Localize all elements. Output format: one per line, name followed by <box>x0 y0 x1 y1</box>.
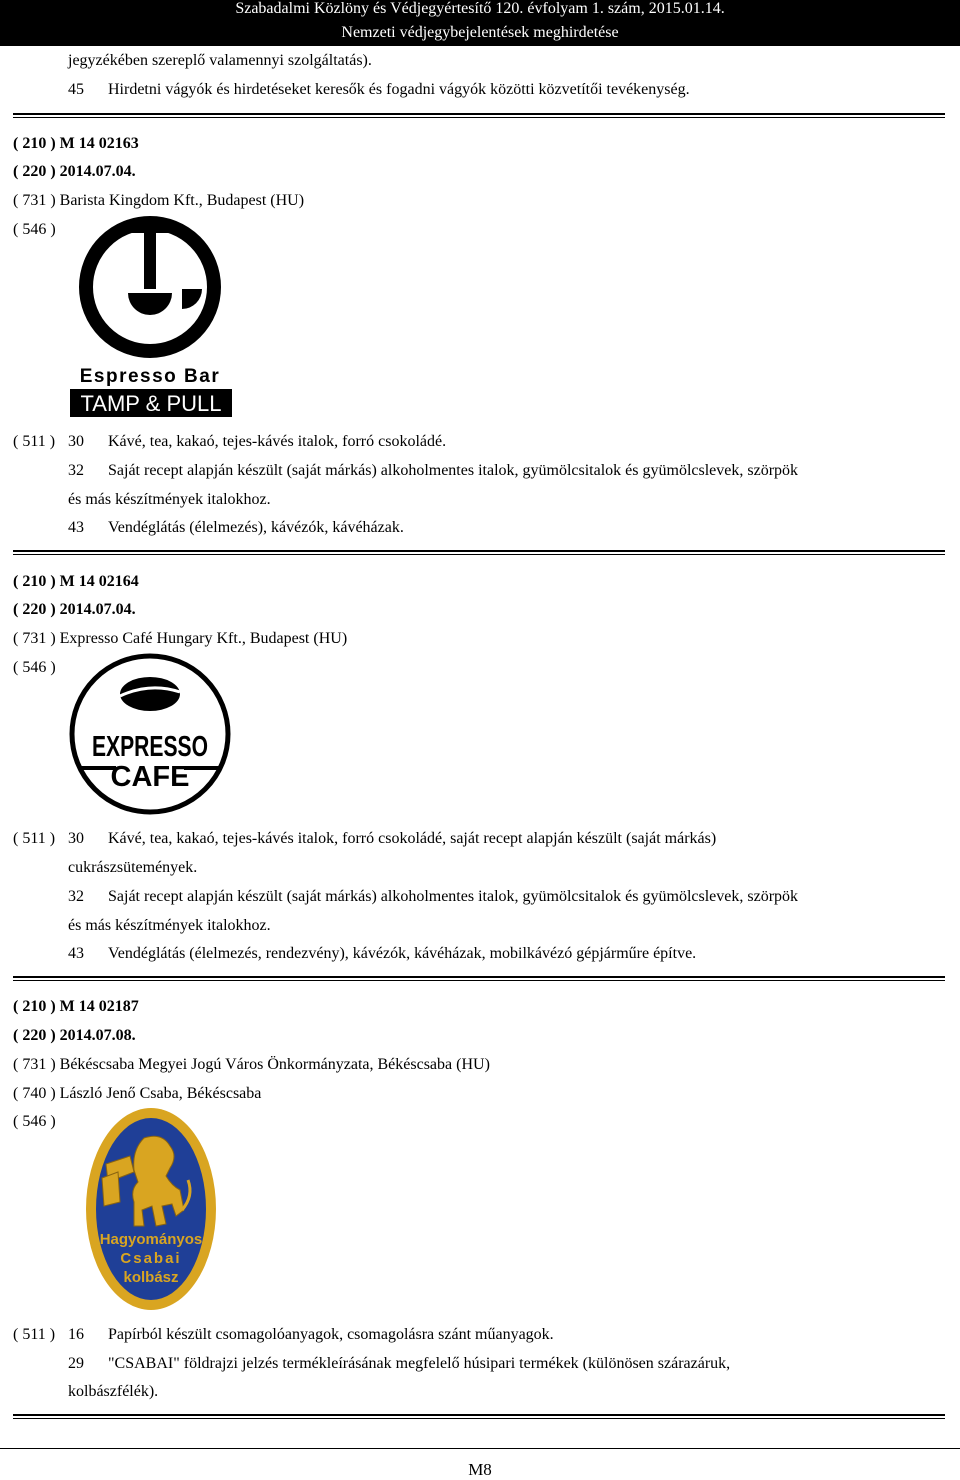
class-text: Kávé, tea, kakaó, tejes-kávés italok, forró csokoládé. <box>108 433 447 450</box>
coffee-bean-icon <box>120 677 180 711</box>
class-number: 32 <box>68 462 84 479</box>
trademark-logo-csabai-kolbasz <box>84 1106 218 1312</box>
class-number: 45 <box>68 81 84 98</box>
page-number: M8 <box>468 1460 492 1479</box>
section-divider <box>13 113 945 115</box>
field-511: ( 511 ) <box>13 830 56 847</box>
class-text: Papírból készült csomagolóanyagok, csomagolásra szánt műanyagok. <box>108 1326 554 1343</box>
field-546: ( 546 ) <box>13 221 56 238</box>
espresso-bar-p-logo <box>70 215 232 417</box>
field-546: ( 546 ) <box>13 659 56 676</box>
field-511: ( 511 ) <box>13 433 56 450</box>
class-text: Hirdetni vágyók és hirdetéseket keresők és fogadni vágyók közötti közvetítői tevékenység. <box>108 81 690 98</box>
section-divider <box>13 1414 945 1416</box>
field-731: ( 731 ) Expresso Café Hungary Kft., Budapest (HU) <box>13 630 348 647</box>
section-divider <box>13 976 945 978</box>
trademark-logo-tamp-pull <box>70 215 232 417</box>
class-text-cont: és más készítmények italokhoz. <box>68 917 271 934</box>
class-text-cont: kolbászfélék). <box>68 1383 159 1400</box>
logo-text-line2: CAFE <box>110 761 190 793</box>
field-220: ( 220 ) 2014.07.08. <box>13 1027 136 1044</box>
logo-text-line1: EXPRESSO <box>92 731 208 763</box>
logo-text-line2: Csabai <box>120 1250 182 1267</box>
class-number: 43 <box>68 945 84 962</box>
class-text-cont: cukrászsütemények. <box>68 859 198 876</box>
field-220: ( 220 ) 2014.07.04. <box>13 601 136 618</box>
field-210: ( 210 ) M 14 02163 <box>13 135 139 152</box>
field-731: ( 731 ) Békéscsaba Megyei Jogú Város Önkormányzata, Békéscsaba (HU) <box>13 1056 490 1073</box>
class-text: Vendéglátás (élelmezés), kávézók, kávéházak. <box>108 519 404 536</box>
class-text: Saját recept alapján készült (saját márkás) alkoholmentes italok, gyümölcsitalok és gyümölcslevek, szörpök <box>108 462 799 479</box>
field-731: ( 731 ) Barista Kingdom Kft., Budapest (HU) <box>13 192 305 209</box>
class-text: Kávé, tea, kakaó, tejes-kávés italok, forró csokoládé, saját recept alapján készült (saját márkás) <box>108 830 717 847</box>
intro-line: jegyzékében szereplő valamennyi szolgáltatás). <box>68 52 372 69</box>
field-546: ( 546 ) <box>13 1113 56 1130</box>
section-divider <box>13 550 945 552</box>
logo-text-line3: kolbász <box>123 1269 179 1286</box>
field-511: ( 511 ) <box>13 1326 56 1343</box>
class-number: 43 <box>68 519 84 536</box>
class-number: 16 <box>68 1326 84 1343</box>
logo-text-line1: Hagyományos <box>99 1231 203 1248</box>
header-subtitle: Nemzeti védjegybejelentések meghirdetése <box>341 24 619 41</box>
class-text: "CSABAI" földrajzi jelzés termékleírásának megfelelő húsipari termékek (különösen szárazáruk, <box>108 1355 731 1372</box>
logo-text-line1: Espresso Bar <box>79 366 221 387</box>
class-number: 30 <box>68 830 84 847</box>
class-number: 32 <box>68 888 84 905</box>
class-number: 30 <box>68 433 84 450</box>
class-text: Vendéglátás (élelmezés, rendezvény), kávézók, kávéházak, mobilkávézó gépjárműre építve. <box>108 945 697 962</box>
logo-text-line2: TAMP & PULL <box>80 391 222 416</box>
class-text-cont: és más készítmények italokhoz. <box>68 491 271 508</box>
field-210: ( 210 ) M 14 02164 <box>13 573 139 590</box>
trademark-logo-expresso-cafe <box>68 652 232 816</box>
field-220: ( 220 ) 2014.07.04. <box>13 163 136 180</box>
class-number: 29 <box>68 1355 84 1372</box>
header-title: Szabadalmi Közlöny és Védjegyértesítő 120. évfolyam 1. szám, 2015.01.14. <box>235 0 725 17</box>
class-text: Saját recept alapján készült (saját márkás) alkoholmentes italok, gyümölcsitalok és gyümölcslevek, szörpök <box>108 888 799 905</box>
field-740: ( 740 ) László Jenő Csaba, Békéscsaba <box>13 1085 262 1102</box>
field-210: ( 210 ) M 14 02187 <box>13 998 139 1015</box>
footer-rule <box>0 1448 960 1449</box>
